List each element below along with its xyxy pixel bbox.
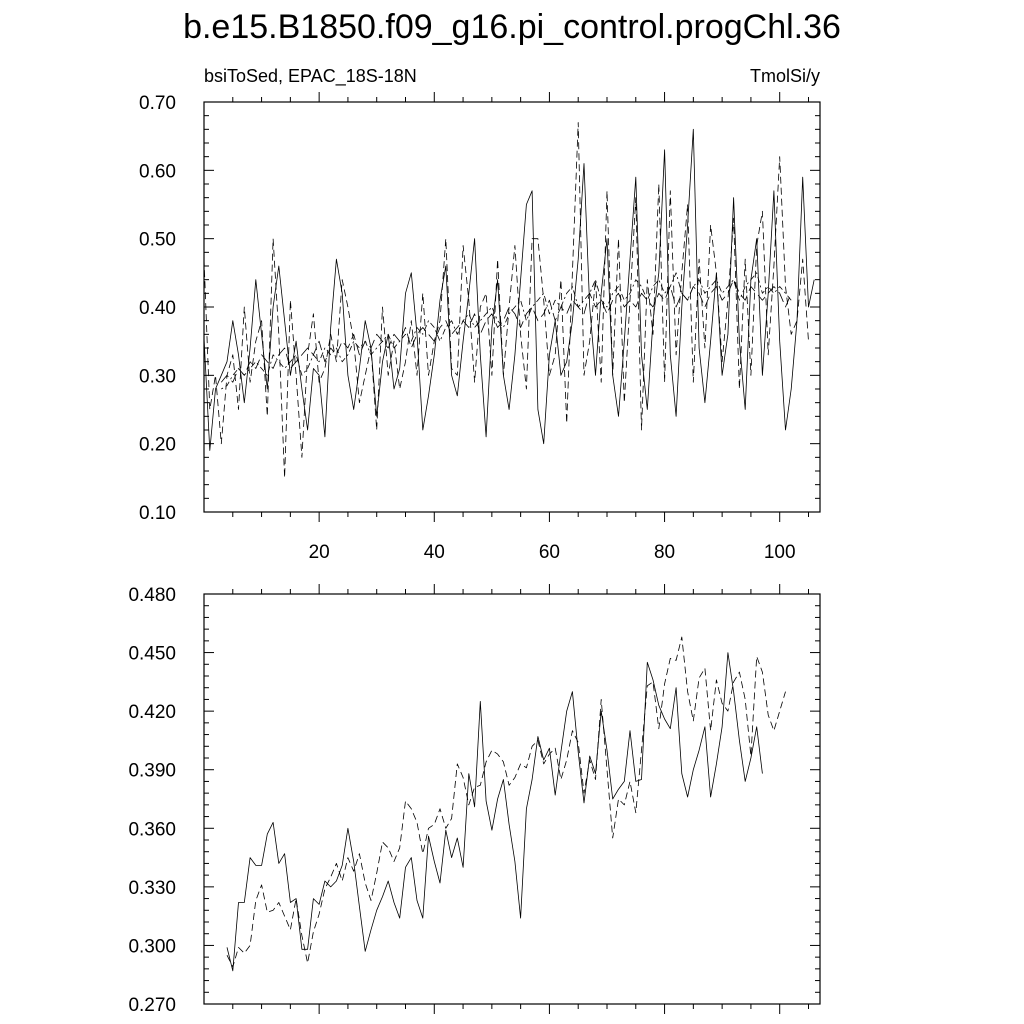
chart-title: b.e15.B1850.f09_g16.pi_control.progChl.36: [183, 8, 841, 46]
x-tick-label: 60: [538, 542, 560, 563]
series-line-1: [204, 129, 814, 450]
y-tick-label: 0.10: [139, 503, 176, 524]
y-tick-label: 0.20: [139, 434, 176, 456]
y-tick-label: 0.480: [128, 585, 176, 606]
x-tick-label: 20: [308, 542, 330, 563]
y-tick-label: 0.40: [139, 298, 176, 319]
bottom-panel: [128, 584, 820, 1016]
y-tick-label: 0.60: [139, 161, 176, 183]
top-panel: [139, 92, 820, 563]
units-label: TmolSi/y: [749, 66, 820, 86]
y-tick-label: 0.30: [139, 366, 176, 388]
x-tick-label: 80: [653, 542, 676, 563]
series-line-1: [227, 653, 762, 971]
y-tick-label: 0.450: [128, 643, 176, 665]
y-tick-label: 0.390: [128, 760, 176, 782]
x-tick-label: 40: [423, 542, 445, 563]
y-tick-label: 0.300: [128, 936, 176, 958]
y-tick-label: 0.360: [128, 819, 176, 841]
x-tick-label: 100: [763, 542, 796, 563]
y-tick-label: 0.50: [139, 229, 176, 251]
y-tick-label: 0.330: [128, 877, 176, 899]
y-tick-label: 0.70: [139, 93, 176, 114]
y-tick-label: 0.270: [128, 995, 176, 1016]
variable-region-label: bsiToSed, EPAC_18S-18N: [204, 66, 417, 86]
series-line-2: [204, 123, 809, 478]
y-tick-label: 0.420: [128, 702, 176, 724]
